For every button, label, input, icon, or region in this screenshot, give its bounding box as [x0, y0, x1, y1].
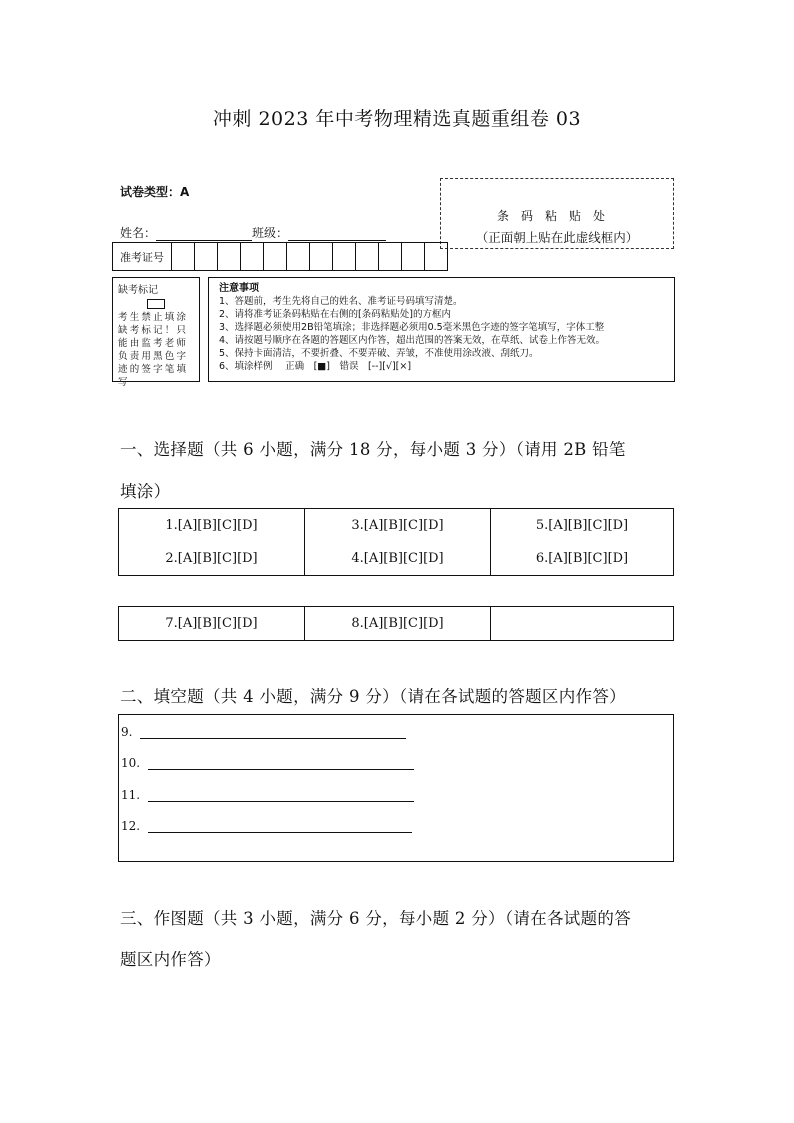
section3-heading-cont: 题区内作答）	[120, 950, 221, 969]
notes-box	[208, 277, 675, 382]
exam-id-cell[interactable]	[356, 243, 379, 270]
exam-id-cell[interactable]	[333, 243, 356, 270]
section1-heading: 一、选择题（共 6 小题，满分 18 分，每小题 3 分）（请用 2B 铅笔	[120, 440, 626, 459]
barcode-hint: （正面朝上贴在此虚线框内）	[475, 230, 639, 245]
exam-id-cell[interactable]	[195, 243, 218, 270]
choice-q1[interactable]: 1.[A][B][C][D]	[119, 509, 305, 543]
absent-mark-checkbox[interactable]	[147, 299, 165, 309]
exam-id-cell[interactable]	[218, 243, 241, 270]
exam-id-cell[interactable]	[241, 243, 264, 270]
exam-id-cell[interactable]	[287, 243, 310, 270]
fill-number: 11.	[121, 788, 141, 802]
exam-id-label: 准考证号	[113, 243, 172, 270]
fill-item-9	[121, 725, 406, 739]
section2-heading: 二、填空题（共 4 小题，满分 9 分）（请在各试题的答题区内作答）	[120, 687, 626, 706]
class-label: 班级：	[252, 226, 289, 240]
notes-item: 5、保持卡面清洁，不要折叠、不要弄破、弄皱，不准使用涂改液、刮纸刀。	[219, 348, 539, 359]
page-title: 冲刺 2023 年中考物理精选真题重组卷 03	[212, 108, 582, 130]
absent-mark-text: 考生禁止填涂缺考标记！只能由监考老师负责用黑色字迹的签字笔填写	[118, 312, 189, 388]
barcode-title: 条码粘贴处	[496, 209, 617, 223]
choice-q6[interactable]: 6.[A][B][C][D]	[491, 542, 674, 576]
fill-blank-box	[118, 714, 674, 862]
exam-id-cell[interactable]	[264, 243, 287, 270]
fill-item-10	[121, 756, 414, 770]
notes-item: 4、请按题号顺序在各题的答题区内作答，超出范围的答案无效，在草纸、试卷上作答无效。	[219, 335, 606, 346]
absent-mark-box	[112, 277, 200, 388]
choice-grid-1	[118, 508, 674, 576]
exam-id-cell[interactable]	[172, 243, 195, 270]
notes-item: 1、答题前，考生先将自己的姓名、准考证号码填写清楚。	[219, 296, 463, 307]
fill-answer-line[interactable]	[148, 820, 412, 833]
fill-answer-line[interactable]	[148, 757, 414, 770]
choice-q2[interactable]: 2.[A][B][C][D]	[119, 542, 305, 576]
section1-heading-cont: 填涂）	[120, 482, 171, 501]
choice-q3[interactable]: 3.[A][B][C][D]	[305, 509, 491, 543]
class-field[interactable]	[288, 227, 386, 241]
notes-item: 2、请将准考证条码粘贴在右侧的[条码粘贴处]的方框内	[219, 309, 451, 320]
fill-item-11	[121, 788, 414, 802]
choice-q7[interactable]: 7.[A][B][C][D]	[119, 607, 305, 641]
choice-grid-2	[118, 606, 674, 641]
fill-number: 12.	[121, 819, 141, 833]
exam-id-cell[interactable]	[310, 243, 333, 270]
exam-id-cell[interactable]	[425, 243, 447, 270]
name-class-row	[120, 224, 386, 241]
fill-number: 10.	[121, 756, 141, 770]
fill-answer-line[interactable]	[148, 789, 414, 802]
paper-type: 试卷类型：A	[120, 185, 190, 199]
notes-item: 3、选择题必须使用2B铅笔填涂；非选择题必须用0.5毫米黑色字迹的签字笔填写，字体工整	[219, 322, 605, 333]
choice-q4[interactable]: 4.[A][B][C][D]	[305, 542, 491, 576]
choice-empty	[491, 607, 674, 641]
section3-heading: 三、作图题（共 3 小题，满分 6 分，每小题 2 分）（请在各试题的答	[120, 909, 632, 928]
barcode-area	[440, 178, 674, 249]
exam-id-cell[interactable]	[402, 243, 425, 270]
name-label: 姓名：	[120, 226, 157, 240]
choice-q8[interactable]: 8.[A][B][C][D]	[305, 607, 491, 641]
notes-title: 注意事项	[219, 283, 259, 294]
exam-id-cell[interactable]	[379, 243, 402, 270]
fill-answer-line[interactable]	[140, 726, 406, 739]
choice-q5[interactable]: 5.[A][B][C][D]	[491, 509, 674, 543]
fill-number: 9.	[121, 725, 133, 739]
absent-mark-title: 缺考标记	[118, 285, 158, 296]
exam-id-row	[112, 242, 448, 271]
fill-item-12	[121, 819, 412, 833]
notes-item: 6、填涂样例 正确 [■] 错误 [--][√][×]	[219, 361, 412, 372]
name-field[interactable]	[156, 227, 252, 241]
